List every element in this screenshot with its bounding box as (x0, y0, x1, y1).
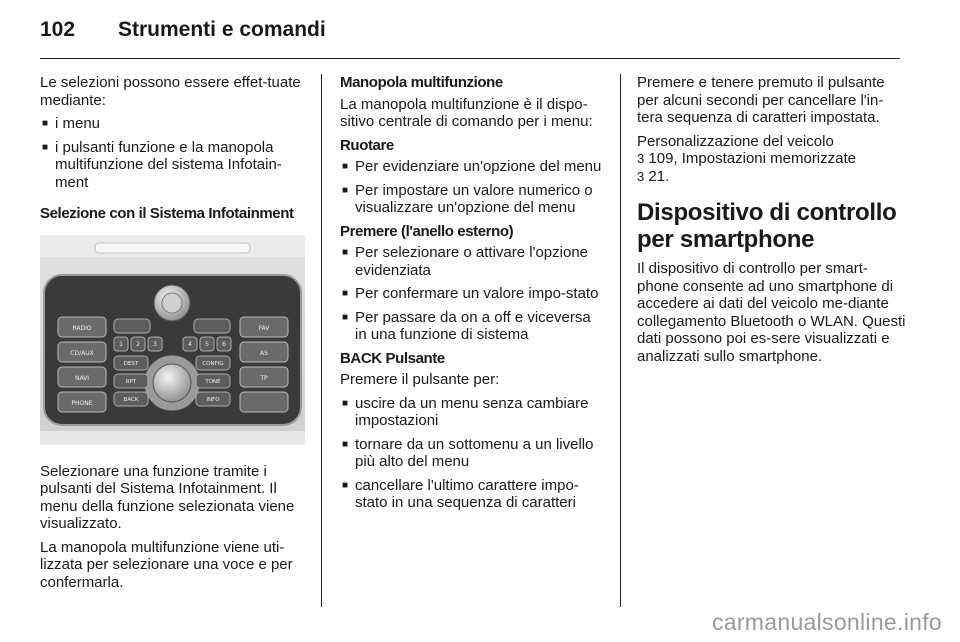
button-label-config: CONFIG (202, 360, 224, 367)
button-label-tp: TP (260, 374, 268, 382)
rotate-list (340, 158, 605, 217)
button-label-rpt: RPT (125, 378, 137, 385)
button-label-navi: NAVI (74, 374, 90, 382)
list-item: ■ i menu (40, 115, 305, 133)
column-2 (340, 74, 605, 518)
column-divider-2 (620, 74, 621, 607)
paragraph-hold-button: Premere e tenere premuto il pulsante per alcuni secondi per cancellare l'in-tera sequenza di caratteri impostata. (637, 74, 885, 126)
intro-paragraph: Le selezioni possono essere effet-tuate mediante: (40, 74, 301, 109)
cross-reference-heading: Personalizzazione del veicolo (637, 132, 834, 150)
paragraph-press-button: Premere il pulsante per: (340, 371, 500, 388)
page-header (40, 18, 326, 48)
infotainment-panel-figure (40, 235, 305, 445)
page-number: 102 (40, 18, 76, 41)
subhead-multifunction-knob: Manopola multifunzione (340, 74, 503, 91)
paragraph-smartphone: Il dispositivo di controllo per smart-phone consente ad uno smartphone di accedere ai dati del veicolo me-diante collegamento Bluetooth o WLAN. Questi dati possono poi es-sere visualizzati e analizzati sullo smartphone. (637, 260, 906, 365)
column-3 (637, 74, 907, 371)
column-1 (40, 74, 305, 597)
button-label-fav: FAV (258, 324, 270, 332)
list-item: ■ Per confermare un valore impo-stato (340, 285, 605, 303)
list-item: ■ cancellare l'ultimo carattere impo-stato in una sequenza di caratteri (340, 477, 605, 512)
list-item: ■ Per passare da on a off e viceversa in una funzione di sistema (340, 309, 605, 344)
list-item: ■ Per impostare un valore numerico o visualizzare un'opzione del menu (340, 182, 605, 217)
preset-label: 5 (205, 340, 209, 348)
button-label-dest: DEST (123, 360, 139, 367)
subhead-selection: Selezione con il Sistema Infotainment (40, 205, 294, 222)
list-item: ■ Per evidenziare un'opzione del menu (340, 158, 605, 176)
button-label-phone: PHONE (71, 399, 93, 407)
button-label-info: INFO (206, 396, 220, 403)
subhead-rotate: Ruotare (340, 136, 394, 154)
paragraph-knob-usage: La manopola multifunzione viene uti-lizzata per selezionare una voce e per confermarla. (40, 538, 293, 591)
preset-label: 1 (119, 340, 123, 348)
header-rule (40, 58, 900, 59)
chapter-title: Strumenti e comandi (118, 18, 326, 41)
section-title-smartphone: Dispositivo di controllo per smartphone (637, 199, 897, 253)
button-label-as: AS (260, 349, 268, 357)
preset-label: 6 (222, 340, 226, 348)
list-item: ■ uscire da un menu senza cambiare impostazioni (340, 395, 605, 430)
subhead-back-button: BACK Pulsante (340, 349, 445, 367)
back-list (340, 395, 605, 512)
press-list (340, 244, 605, 344)
subhead-press: Premere (l'anello esterno) (340, 222, 514, 240)
column-divider-1 (321, 74, 322, 607)
watermark: carmanualsonline.info (711, 609, 942, 635)
arrow-reference-icon: 3 (637, 168, 645, 184)
list-item: ■ i pulsanti funzione e la manopola multifunzione del sistema Infotain-ment (40, 139, 305, 192)
button-label-back: BACK (123, 396, 139, 403)
list-item: ■ Per selezionare o attivare l'opzione evidenziata (340, 244, 605, 279)
button-label-radio: RADIO (72, 324, 92, 332)
arrow-reference-icon: 3 (637, 151, 645, 166)
preset-label: 3 (153, 340, 157, 348)
intro-list (40, 115, 305, 191)
button-label-cdaux: CD/AUX (70, 349, 94, 357)
list-item: ■ tornare da un sottomenu a un livello più alto del menu (340, 436, 605, 471)
button-label-tone: TONE (205, 378, 221, 385)
preset-label: 4 (188, 340, 192, 348)
paragraph-cross-reference (637, 133, 907, 186)
paragraph-select-function: Selezionare una funzione tramite i pulsanti del Sistema Infotainment. Il menu della funzione selezionata viene visualizzato. (40, 462, 295, 532)
cross-reference-1[interactable]: 109, Impostazioni memorizzate (644, 150, 856, 167)
cross-reference-2[interactable]: 21. (644, 167, 670, 185)
preset-label: 2 (136, 340, 140, 348)
paragraph-knob-description: La manopola multifunzione è il dispo-sitivo centrale di comando per i menu: (340, 95, 593, 130)
